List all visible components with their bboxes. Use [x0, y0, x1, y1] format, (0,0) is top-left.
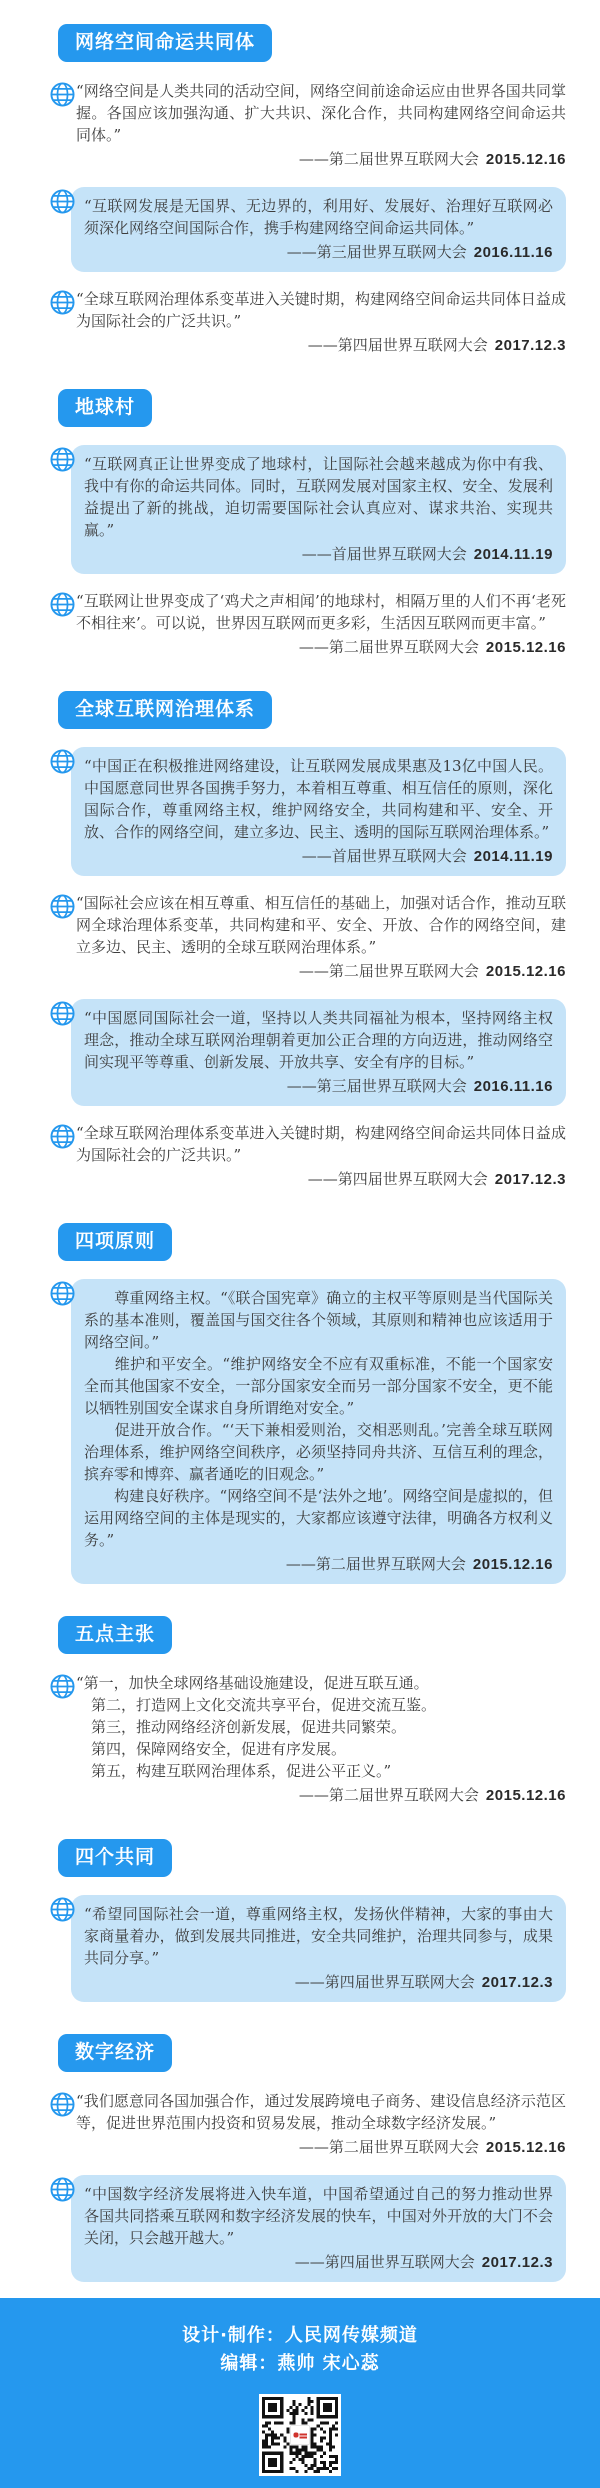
quote-text: “全球互联网治理体系变革进入关键时期，构建网络空间命运共同体日益成为国际社会的广泛共识。”	[76, 1124, 566, 1164]
quote-source: ——第二届世界互联网大会	[285, 1555, 466, 1573]
quote-text: “中国数字经济发展将进入快车道，中国希望通过自己的努力推动世界各国共同搭乘互联网和数字经济发展的快车，中国对外开放的大门不会关闭，只会越开越大。”	[84, 2185, 553, 2247]
section-badge: 四项原则	[58, 1223, 172, 1261]
section-quotes	[0, 2090, 600, 2282]
quote-date: 2017.12.3	[481, 2254, 553, 2271]
quote-attribution	[76, 334, 566, 357]
section-quotes	[0, 80, 600, 357]
quote-bubble	[76, 590, 566, 659]
quote-date: 2015.12.16	[472, 1556, 553, 1573]
globe-icon	[50, 2092, 75, 2117]
section	[0, 1823, 600, 2002]
quote-block	[50, 747, 566, 876]
globe-icon	[50, 1674, 75, 1699]
quote-block	[50, 1279, 566, 1584]
quote-attribution	[84, 241, 553, 264]
quote-bubble	[71, 445, 566, 574]
quote-bubble	[76, 80, 566, 171]
section-badge: 地球村	[58, 389, 152, 427]
quote-text: “国际社会应该在相互尊重、相互信任的基础上，加强对话合作，推动互联网全球治理体系变革，共同构建和平、安全、开放、合作的网络空间，建立多边、民主、透明的全球互联网治理体系。”	[76, 894, 566, 956]
quote-date: 2017.12.3	[481, 1974, 553, 1991]
quote-block	[50, 590, 566, 659]
quote-date: 2015.12.16	[485, 151, 566, 168]
quote-source: ——第四届世界互联网大会	[307, 1170, 488, 1188]
quote-source: ——第二届世界互联网大会	[298, 150, 479, 168]
quote-text: “互联网让世界变成了‘鸡犬之声相闻’的地球村，相隔万里的人们不再‘老死不相往来’。可以说，世界因互联网而更多彩，生活因互联网而更丰富。”	[76, 592, 566, 632]
globe-icon	[50, 189, 75, 214]
globe-icon	[50, 749, 75, 774]
quote-date: 2014.11.19	[473, 848, 553, 865]
section	[0, 373, 600, 659]
quote-attribution	[76, 2136, 566, 2159]
quote-block	[50, 2175, 566, 2282]
globe-icon	[50, 592, 75, 617]
section-badge: 四个共同	[58, 1839, 172, 1877]
quote-bubble	[76, 1672, 566, 1807]
quote-source: ——首届世界互联网大会	[301, 847, 467, 865]
globe-icon	[50, 290, 75, 315]
quote-attribution	[76, 1784, 566, 1807]
section	[0, 675, 600, 1191]
quote-bubble	[71, 747, 566, 876]
globe-icon	[50, 447, 75, 472]
quote-bubble	[76, 2090, 566, 2159]
quote-source: ——第三届世界互联网大会	[286, 243, 467, 261]
quote-date: 2014.11.19	[473, 546, 553, 563]
quote-attribution	[76, 636, 566, 659]
quote-text: 尊重网络主权。“《联合国宪章》确立的主权平等原则是当代国际关系的基本准则，覆盖国与国交往各个领域，其原则和精神也应该适用于网络空间。” 维护和平安全。“维护网络安全不应有双重标准，不能一个国家安全而其他国家不安全，一部分国家安全而另一部分国家不安全，更不能以牺牲别国安全谋求自身所谓绝对安全。” 促进开放合作。“‘天下兼相爱则治，交相恶则乱。’完善全球互联网治理体系，维护网络空间秩序，必须坚持同舟共济、互信互利的理念，摈弃零和博弈、赢者通吃的旧观念。” 构建良好秩序。“网络空间不是‘法外之地’。网络空间是虚拟的，但运用网络空间的主体是现实的，大家都应该遵守法律，明确各方权利义务。”	[84, 1289, 553, 1549]
quote-block	[50, 1672, 566, 1807]
quote-date: 2017.12.3	[494, 1171, 566, 1188]
quote-source: ——第三届世界互联网大会	[286, 1077, 467, 1095]
quote-text: “希望同国际社会一道，尊重网络主权，发扬伙伴精神，大家的事由大家商量着办，做到发展共同推进，安全共同维护，治理共同参与，成果共同分享。”	[84, 1905, 553, 1967]
quote-date: 2016.11.16	[473, 244, 553, 261]
quote-source: ——第二届世界互联网大会	[298, 638, 479, 656]
quote-block	[50, 445, 566, 574]
qr-code	[259, 2394, 341, 2476]
quote-source: ——第四届世界互联网大会	[307, 336, 488, 354]
globe-icon	[50, 1124, 75, 1149]
globe-icon	[50, 894, 75, 919]
quote-text: “第一，加快全球网络基础设施建设，促进互联互通。 第二，打造网上文化交流共享平台，促进交流互鉴。 第三，推动网络经济创新发展，促进共同繁荣。 第四，保障网络安全，促进有序发展。 第五，构建互联网治理体系，促进公平正义。”	[76, 1674, 437, 1780]
quote-attribution	[84, 543, 553, 566]
quote-bubble	[71, 1279, 566, 1584]
quote-block	[50, 2090, 566, 2159]
section-badge: 五点主张	[58, 1616, 172, 1654]
section-quotes	[0, 1895, 600, 2002]
quote-block	[50, 288, 566, 357]
quote-date: 2016.11.16	[473, 1078, 553, 1095]
quote-text: “互联网真正让世界变成了地球村，让国际社会越来越成为你中有我、我中有你的命运共同体。同时，互联网发展对国家主权、安全、发展利益提出了新的挑战，迫切需要国际社会认真应对、谋求共治、实现共赢。”	[84, 455, 553, 539]
section	[0, 2018, 600, 2282]
quote-bubble	[71, 1895, 566, 2002]
quote-source: ——第二届世界互联网大会	[298, 1786, 479, 1804]
quote-text: “中国愿同国际社会一道，坚持以人类共同福祉为根本，坚持网络主权理念，推动全球互联网治理朝着更加公正合理的方向迈进，推动网络空间实现平等尊重、创新发展、开放共享、安全有序的目标。”	[84, 1009, 553, 1071]
footer-credit-design: 设计·制作：人民网传媒频道	[182, 2325, 418, 2346]
globe-icon	[50, 2177, 75, 2202]
quote-block	[50, 80, 566, 171]
quote-block	[50, 1895, 566, 2002]
section	[0, 1207, 600, 1584]
quote-text: “互联网发展是无国界、无边界的，利用好、发展好、治理好互联网必须深化网络空间国际合作，携手构建网络空间命运共同体。”	[84, 197, 553, 237]
section-quotes	[0, 747, 600, 1191]
quote-date: 2015.12.16	[485, 963, 566, 980]
section-quotes	[0, 445, 600, 659]
quote-source: ——首届世界互联网大会	[301, 545, 467, 563]
quote-bubble	[71, 187, 566, 272]
quote-attribution	[76, 960, 566, 983]
quote-date: 2015.12.16	[485, 639, 566, 656]
quote-bubble	[71, 2175, 566, 2282]
section-badge: 全球互联网治理体系	[58, 691, 272, 729]
globe-icon	[50, 1281, 75, 1306]
section-quotes	[0, 1672, 600, 1807]
quote-block	[50, 999, 566, 1106]
quote-source: ——第二届世界互联网大会	[298, 962, 479, 980]
quote-block	[50, 892, 566, 983]
quote-attribution	[76, 148, 566, 171]
section-badge: 网络空间命运共同体	[58, 24, 272, 62]
section	[0, 1600, 600, 1807]
quote-text: “我们愿意同各国加强合作，通过发展跨境电子商务、建设信息经济示范区等，促进世界范围内投资和贸易发展，推动全球数字经济发展。”	[76, 2092, 566, 2132]
quote-bubble	[76, 288, 566, 357]
quote-date: 2015.12.16	[485, 2139, 566, 2156]
quote-source: ——第二届世界互联网大会	[298, 2138, 479, 2156]
quote-text: “网络空间是人类共同的活动空间，网络空间前途命运应由世界各国共同掌握。各国应该加强沟通、扩大共识、深化合作，共同构建网络空间命运共同体。”	[76, 82, 566, 144]
globe-icon	[50, 82, 75, 107]
quote-attribution	[84, 2251, 553, 2274]
quote-text: “中国正在积极推进网络建设，让互联网发展成果惠及13亿中国人民。中国愿意同世界各国携手努力，本着相互尊重、相互信任的原则，深化国际合作，尊重网络主权，维护网络安全，共同构建和平、安全、开放、合作的网络空间，建立多边、民主、透明的国际互联网治理体系。”	[84, 757, 553, 841]
quote-attribution	[84, 845, 553, 868]
quote-attribution	[76, 1168, 566, 1191]
quote-block	[50, 1122, 566, 1191]
quote-bubble	[71, 999, 566, 1106]
footer	[0, 2298, 600, 2488]
quote-source: ——第四届世界互联网大会	[294, 2253, 475, 2271]
quote-bubble	[76, 1122, 566, 1191]
quote-block	[50, 187, 566, 272]
section	[0, 8, 600, 357]
quote-bubble	[76, 892, 566, 983]
section-badge: 数字经济	[58, 2034, 172, 2072]
quote-date: 2015.12.16	[485, 1787, 566, 1804]
globe-icon	[50, 1897, 75, 1922]
quote-text: “全球互联网治理体系变革进入关键时期，构建网络空间命运共同体日益成为国际社会的广泛共识。”	[76, 290, 566, 330]
quote-attribution	[84, 1553, 553, 1576]
section-quotes	[0, 1279, 600, 1584]
quote-source: ——第四届世界互联网大会	[294, 1973, 475, 1991]
globe-icon	[50, 1001, 75, 1026]
quote-attribution	[84, 1971, 553, 1994]
quote-attribution	[84, 1075, 553, 1098]
quote-date: 2017.12.3	[494, 337, 566, 354]
footer-credit-editor: 编辑：燕帅 宋心蕊	[220, 2353, 380, 2374]
